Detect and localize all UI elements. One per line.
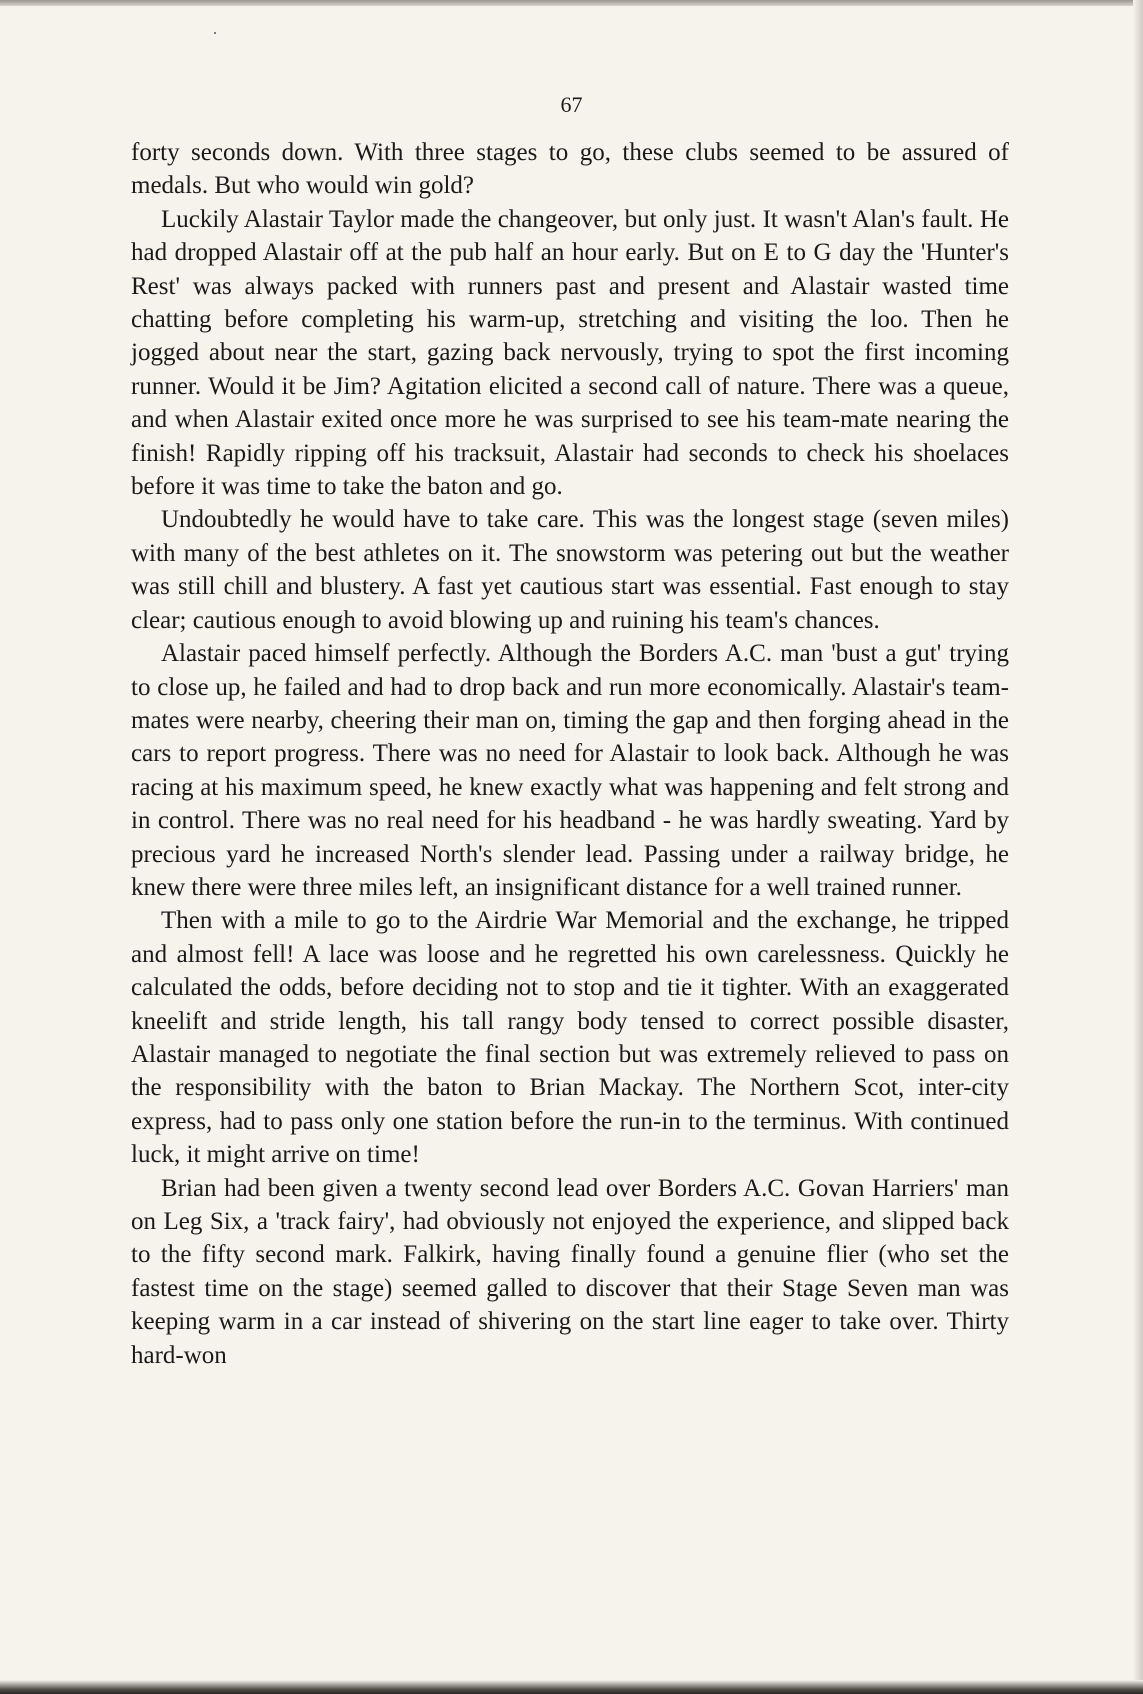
page-top-edge: [0, 0, 1143, 6]
page-right-edge: [1133, 0, 1143, 1694]
page-number: 67: [560, 92, 583, 117]
paragraph: Undoubtedly he would have to take care. This was the longest stage (seven miles) with many of the best athletes on it. The snowstorm was petering out but the weather was still chill and blustery. A fast yet cautious start was essential. Fast enough to stay clear; cautious enough to avoid blowing up and ruining his team's chances.: [131, 506, 1009, 634]
paragraph: Alastair paced himself perfectly. Although the Borders A.C. man 'bust a gut' trying to close up, he failed and had to drop back and run more economically. Alastair's team-mates were nearby, cheering their man on, timing the gap and then forging ahead in the cars to report progress. There was no need for Alastair to look back. Although he was racing at his maximum speed, he knew exactly what was happening and felt strong and in control. There was no real need for his headband - he was hardly sweating. Yard by precious yard he increased North's slender lead. Passing under a railway bridge, he knew there were three miles left, an insignificant distance for a well trained runner.: [131, 640, 1009, 901]
paragraph: Luckily Alastair Taylor made the changeover, but only just. It wasn't Alan's fault. He had dropped Alastair off at the pub half an hour early. But on E to G day the 'Hunter's Rest' was always packed with runners past and present and Alastair wasted time chatting before completing his warm-up, stretching and visiting the loo. Then he jogged about near the start, gazing back nervously, trying to spot the first incoming runner. Would it be Jim? Agitation elicited a second call of nature. There was a queue, and when Alastair exited once more he was surprised to see his team-mate nearing the finish! Rapidly ripping off his tracksuit, Alastair had seconds to check his shoelaces before it was time to take the baton and go.: [131, 205, 1009, 501]
page-bottom-edge: [0, 1680, 1143, 1694]
body-text: [131, 136, 1009, 1372]
paragraph-continued: forty seconds down. With three stages to go, these clubs seemed to be assured of medals. But who would win gold?: [131, 139, 1009, 200]
paper-speck: [214, 32, 216, 34]
paragraph: Then with a mile to go to the Airdrie War Memorial and the exchange, he tripped and almost fell! A lace was loose and he regretted his own carelessness. Quickly he calculated the odds, before deciding not to stop and tie it tighter. With an exaggerated kneelift and stride length, his tall rangy body tensed to correct possible disaster, Alastair managed to negotiate the final section but was extremely relieved to pass on the responsibility with the baton to Brian Mackay. The Northern Scot, inter-city express, had to pass only one station before the run-in to the terminus. With continued luck, it might arrive on time!: [131, 907, 1009, 1169]
paragraph: Brian had been given a twenty second lead over Borders A.C. Govan Harriers' man on Leg Six, a 'track fairy', had obviously not enjoyed the experience, and slipped back to the fifty second mark. Falkirk, having finally found a genuine flier (who set the fastest time on the stage) seemed galled to discover that their Stage Seven man was keeping warm in a car instead of shivering on the start line eager to take over. Thirty hard-won: [131, 1174, 1009, 1369]
